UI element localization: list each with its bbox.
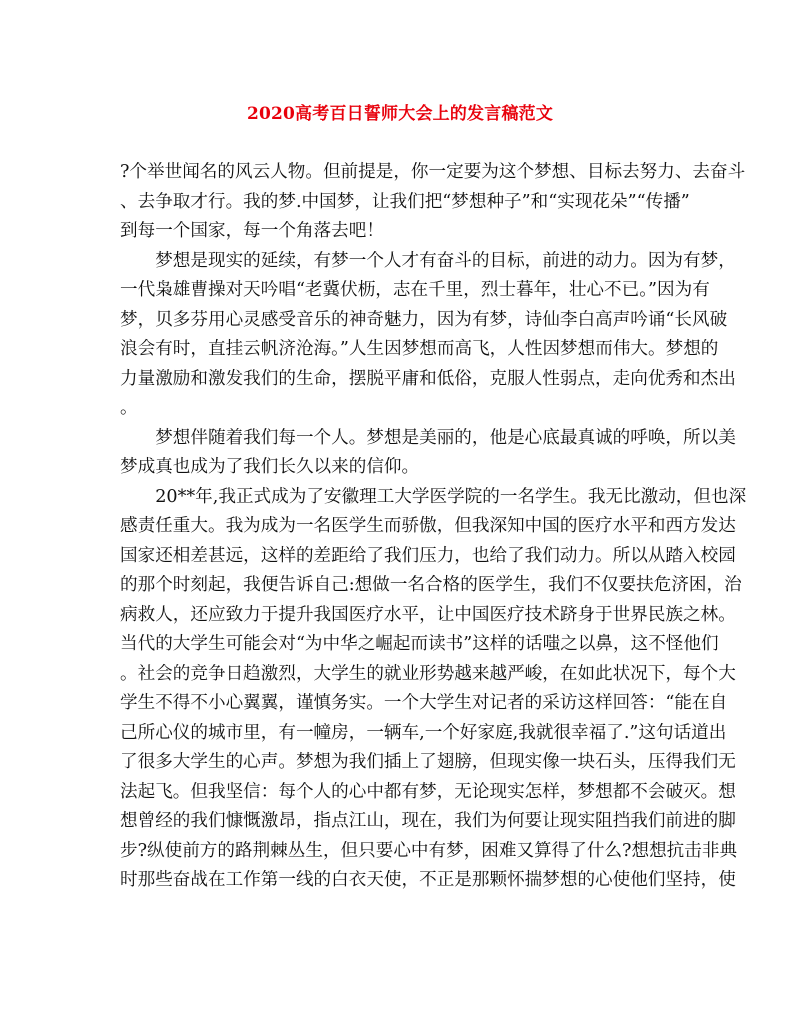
text-line: 浪会有时，直挂云帆济沧海。”人生因梦想而高飞，人性因梦想而伟大。梦想的 <box>120 339 719 359</box>
text-line: 法起飞。但我坚信：每个人的心中都有梦，无论现实怎样，梦想都不会破灭。想 <box>120 781 736 802</box>
text-line: 。社会的竞争日趋激烈，大学生的就业形势越来越严峻，在如此状况下，每个大 <box>120 663 736 684</box>
text-line: 梦，贝多芬用心灵感受音乐的神奇魅力，因为有梦，诗仙李白高声吟诵“长风破 <box>120 309 728 330</box>
text-line: 。 <box>120 398 138 418</box>
text-line: 想曾经的我们慷慨激昂，指点江山，现在，我们为何要让现实阻挡我们前进的脚 <box>120 811 736 831</box>
text-line: 力量激励和激发我们的生命，摆脱平庸和低俗，克服人性弱点，走向优秀和杰出 <box>120 368 736 389</box>
text-line: 一代枭雄曹操对天吟唱“老冀伏枥，志在千里，烈士暮年，壮心不已。”因为有 <box>120 280 710 300</box>
text-line: 己所心仪的城市里，有一幢房，一辆车,一个好家庭,我就很幸福了.”这句话道出 <box>120 722 727 743</box>
text-line: 梦成真也成为了我们长久以来的信仰。 <box>120 457 420 477</box>
text-line: 步?纵使前方的路荆棘丛生，但只要心中有梦，困难又算得了什么?想想抗击非典 <box>120 840 738 861</box>
text-line: ?个举世闻名的风云人物。但前提是，你一定要为这个梦想、目标去努力、去奋斗 <box>120 162 746 182</box>
text-line: 病救人，还应致力于提升我国医疗水平，让中国医疗技术跻身于世界民族之林。 <box>120 604 736 625</box>
text-line: 当代的大学生可能会对“为中华之崛起而读书”这样的话嗤之以鼻，这不怪他们 <box>120 634 719 654</box>
document-body <box>120 158 747 896</box>
text-line: 20**年,我正式成为了安徽理工大学医学院的一名学生。我无比激动，但也深 <box>120 486 747 507</box>
text-line: 梦想伴随着我们每一个人。梦想是美丽的，他是心底最真诚的呼唤，所以美 <box>120 427 736 448</box>
text-line: 国家还相差甚远，这样的差距给了我们压力，也给了我们动力。所以从踏入校园 <box>120 545 736 566</box>
paragraph <box>120 424 736 483</box>
text-line: 感责任重大。我为成为一名医学生而骄傲，但我深知中国的医疗水平和西方发达 <box>120 516 736 536</box>
text-line: 、去争取才行。我的梦.中国梦，让我们把“梦想种子”和“实现花朵”“传播” <box>120 191 690 212</box>
text-line: 学生不得不小心翼翼，谨慎务实。一个大学生对记者的采访这样回答：“能在自 <box>120 693 728 713</box>
paragraph <box>120 247 736 424</box>
text-line: 时那些奋战在工作第一线的白衣天使，不正是那颗怀揣梦想的心使他们坚持，使 <box>120 870 736 890</box>
text-line: 梦想是现实的延续，有梦一个人才有奋斗的目标，前进的动力。因为有梦， <box>120 250 736 271</box>
text-line: 了很多大学生的心声。梦想为我们插上了翅膀，但现实像一块石头，压得我们无 <box>120 752 736 772</box>
paragraph <box>120 158 746 247</box>
document-title: 2020高考百日誓师大会上的发言稿范文 <box>246 104 554 124</box>
text-line: 到每一个国家，每一个角落去吧！ <box>120 221 384 241</box>
text-line: 的那个时刻起，我便告诉自己:想做一名合格的医学生，我们不仅要扶危济困，治 <box>120 575 742 595</box>
paragraph <box>120 483 747 896</box>
